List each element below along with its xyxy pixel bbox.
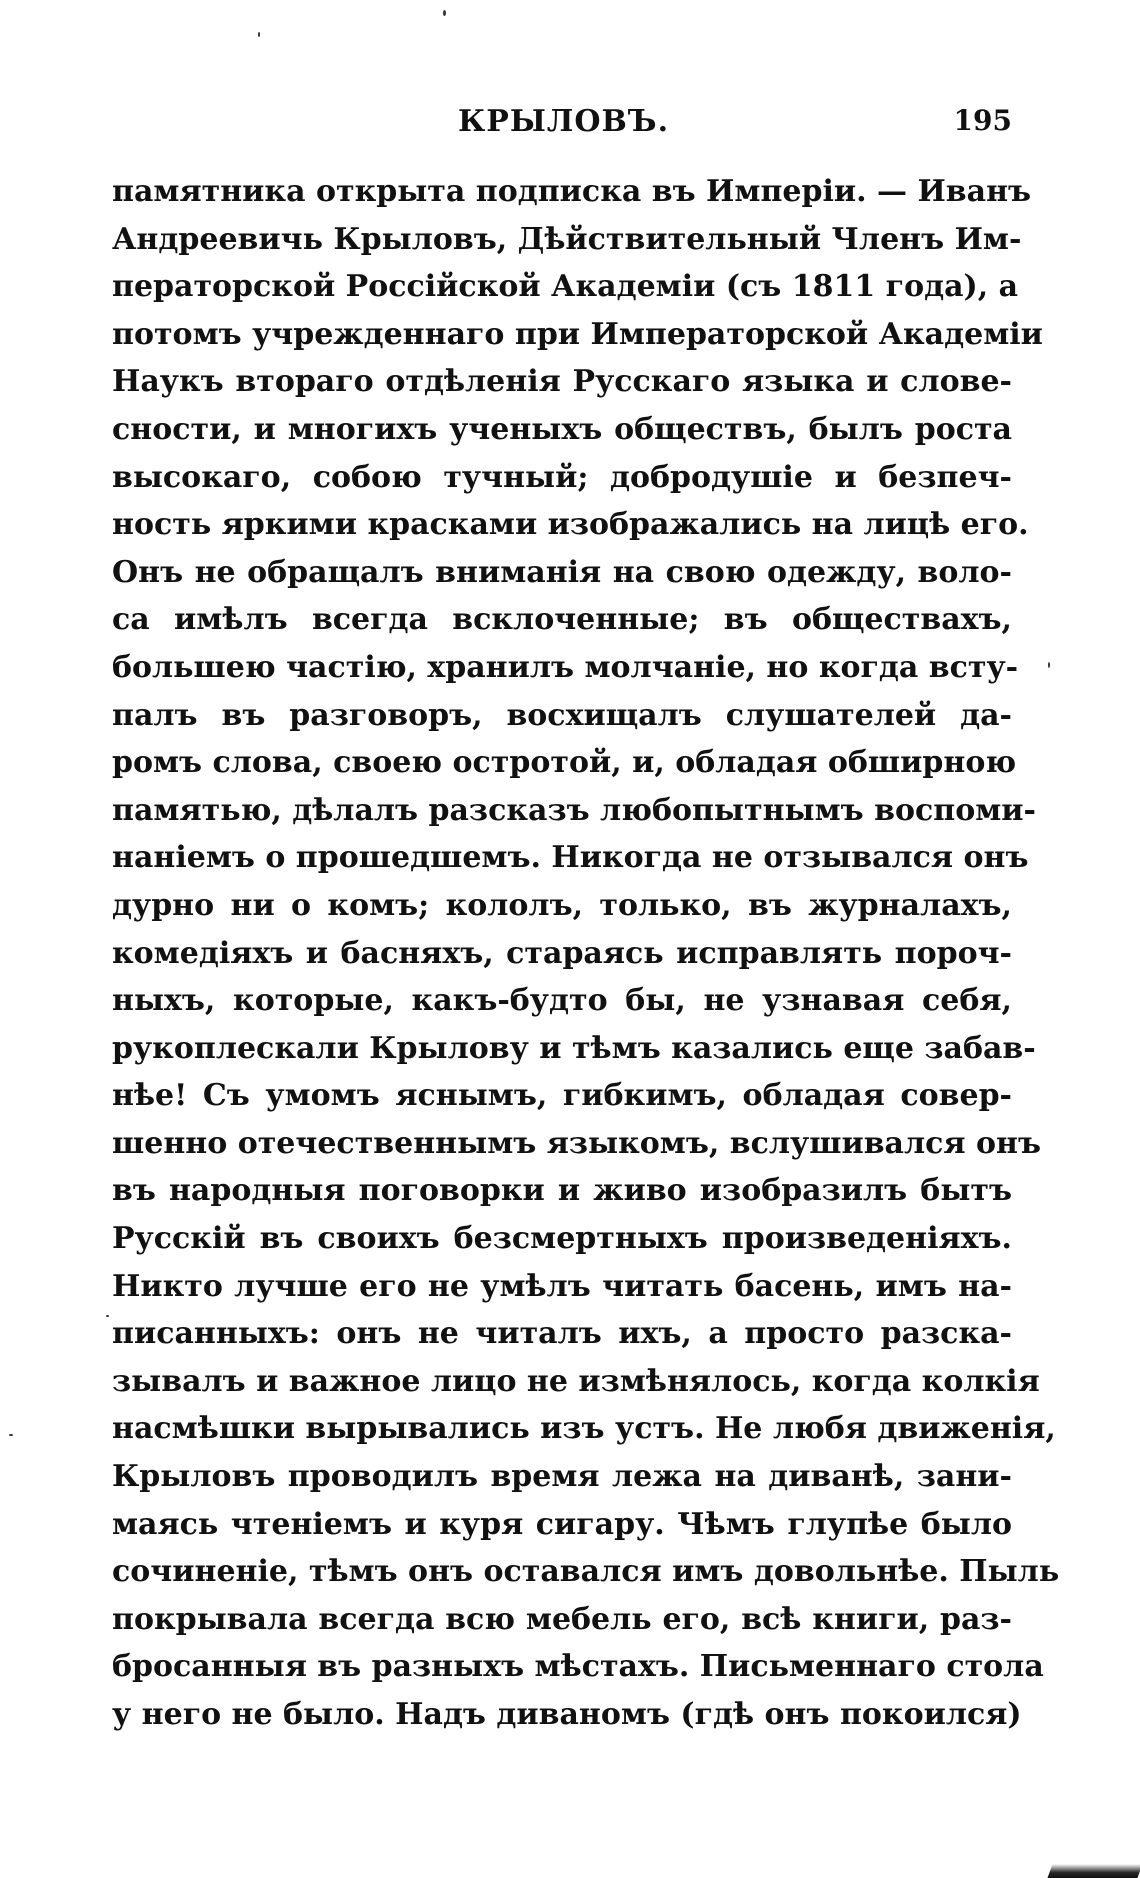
text-line: Никто лучше его не умѣлъ читать басень, имъ на-: [112, 1268, 1012, 1304]
scan-speck: [443, 10, 446, 16]
text-line: Русскій въ своихъ безсмертныхъ произведеніяхъ.: [112, 1221, 1012, 1257]
text-line: бросанныя въ разныхъ мѣстахъ. Письменнаго стола: [112, 1649, 1044, 1685]
text-line: памятью, дѣлалъ разсказъ любопытнымъ воспоми-: [112, 792, 1036, 828]
body-text: [112, 168, 1060, 1739]
scan-speck: [258, 32, 260, 37]
text-line: комедіяхъ и басняхъ, стараясь исправлять пороч-: [112, 935, 1012, 971]
text-line: шенно отечественнымъ языкомъ, вслушивался онъ: [112, 1125, 1041, 1161]
scan-speck: [106, 1315, 109, 1317]
running-head: [112, 104, 1012, 144]
text-line: покрывала всегда всю мебель его, всѣ книги, раз-: [112, 1601, 1012, 1637]
text-line: рукоплескали Крылову и тѣмъ казались еще забав-: [112, 1030, 1036, 1066]
text-line: потомъ учрежденнаго при Императорской Академіи: [112, 316, 1043, 352]
scan-edge-mark: [1047, 1864, 1140, 1878]
text-line: высокаго, собою тучный; добродушіе и безпеч-: [112, 459, 1012, 495]
text-line: нѣе! Съ умомъ яснымъ, гибкимъ, обладая совер-: [112, 1078, 1012, 1114]
running-head-title: КРЫЛОВЪ.: [458, 104, 670, 139]
page-number: 195: [953, 104, 1012, 137]
text-line: памятника открыта подписка въ Имперіи. — Иванъ: [112, 174, 1032, 209]
text-line: Крыловъ проводилъ время лежа на диванѣ, зани-: [112, 1459, 1012, 1495]
text-line: ператорской Россійской Академіи (съ 1811 года), а: [112, 269, 1019, 305]
text-line: въ народныя поговорки и живо изобразилъ бытъ: [112, 1173, 1012, 1209]
text-line: Онъ не обращалъ вниманія на свою одежду, воло-: [112, 554, 1012, 590]
text-line: писанныхъ: онъ не читалъ ихъ, а просто разска-: [112, 1316, 1012, 1352]
scan-speck: [1048, 662, 1050, 668]
text-line: ность яркими красками изображались на лицѣ его.: [112, 507, 1029, 543]
text-line: Андреевичь Крыловъ, Дѣйствительный Членъ Им-: [112, 221, 1022, 257]
scan-speck: [9, 1434, 13, 1436]
text-line: маясь чтеніемъ и куря сигару. Чѣмъ глупѣе было: [112, 1506, 1012, 1542]
text-line: сочиненіе, тѣмъ онъ оставался имъ довольнѣе. Пыль: [112, 1554, 1060, 1590]
text-line: дурно ни о комъ; кололъ, только, въ журналахъ,: [112, 887, 1012, 923]
text-line: ромъ слова, своею остротой, и, обладая обширною: [112, 745, 1017, 781]
text-line: ныхъ, которые, какъ-будто бы, не узнавая себя,: [112, 983, 1012, 1019]
text-line: насмѣшки вырывались изъ устъ. Не любя движенія,: [112, 1411, 1056, 1447]
text-line: большею частію, хранилъ молчаніе, но когда всту-: [112, 649, 1019, 685]
text-line: наніемъ о прошедшемъ. Никогда не отзывался онъ: [112, 840, 1029, 876]
text-line: са имѣлъ всегда всклоченные; въ обществахъ,: [112, 602, 1012, 638]
text-line: у него не было. Надъ диваномъ (гдѣ онъ покоился): [112, 1697, 1022, 1732]
text-line: палъ въ разговоръ, восхищалъ слушателей да-: [112, 697, 1012, 733]
text-line: сности, и многихъ ученыхъ обществъ, былъ роста: [112, 411, 1012, 447]
text-line: Наукъ втораго отдѣленія Русскаго языка и слове-: [112, 364, 1012, 400]
text-line: зывалъ и важное лицо не измѣнялось, когда колкія: [112, 1363, 1040, 1399]
